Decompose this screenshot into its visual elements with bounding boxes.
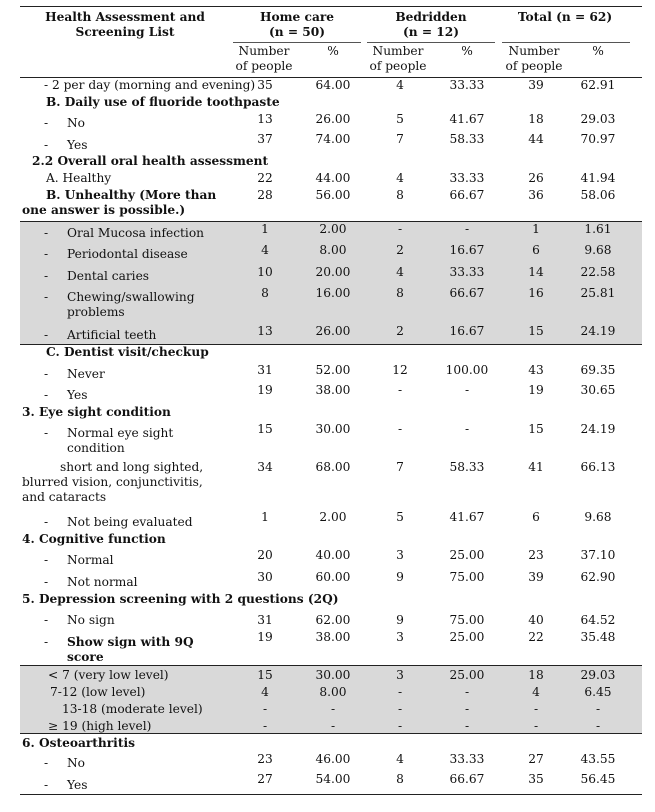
cell-total-pct: 35.48 bbox=[580, 630, 616, 644]
cell-bedridden-pct: 66.67 bbox=[449, 772, 485, 786]
cell-total-pct: 41.94 bbox=[580, 171, 616, 185]
row-label: 5. Depression screening with 2 questions (2Q) bbox=[22, 592, 339, 606]
q9-top-rule bbox=[20, 665, 642, 666]
cell-homecare-count: 15 bbox=[257, 668, 273, 682]
cell-total-count: 43 bbox=[528, 363, 544, 377]
cell-total-count: 26 bbox=[528, 171, 544, 185]
row-dash-marker: - bbox=[44, 778, 49, 792]
row-dash-marker: - bbox=[44, 138, 49, 152]
cell-bedridden-count: 9 bbox=[396, 613, 404, 627]
cell-homecare-pct: 20.00 bbox=[315, 265, 351, 279]
cell-homecare-pct: 26.00 bbox=[315, 112, 351, 126]
cell-total-pct: - bbox=[595, 702, 601, 716]
sub-bedridden-pct: % bbox=[461, 44, 473, 58]
row-label: Not being evaluated bbox=[67, 515, 193, 529]
cell-total-pct: 69.35 bbox=[580, 363, 616, 377]
cell-homecare-pct: 62.00 bbox=[315, 613, 351, 627]
cell-homecare-pct: 16.00 bbox=[315, 286, 351, 300]
cell-total-count: 1 bbox=[532, 222, 540, 236]
sub-total-pct: % bbox=[592, 44, 604, 58]
cell-bedridden-pct: 25.00 bbox=[449, 668, 485, 682]
row-label: 13-18 (moderate level) bbox=[62, 702, 203, 716]
row-label: Yes bbox=[67, 388, 88, 402]
cell-homecare-count: 4 bbox=[261, 243, 269, 257]
cell-total-count: 6 bbox=[532, 510, 540, 524]
cell-total-count: 18 bbox=[528, 112, 544, 126]
cell-total-pct: 30.65 bbox=[580, 383, 616, 397]
cell-bedridden-count: 4 bbox=[396, 171, 404, 185]
cell-bedridden-count: 4 bbox=[396, 78, 404, 92]
row-label: Not normal bbox=[67, 575, 138, 589]
row-dash-marker: - bbox=[44, 226, 49, 240]
row-dash-marker: - bbox=[44, 575, 49, 589]
cell-total-pct: 66.13 bbox=[580, 460, 616, 474]
cell-total-pct: 43.55 bbox=[580, 752, 616, 766]
cell-homecare-pct: 2.00 bbox=[319, 510, 347, 524]
cell-bedridden-count: 3 bbox=[396, 548, 404, 562]
cell-total-count: 44 bbox=[528, 132, 544, 146]
cell-total-count: 39 bbox=[528, 78, 544, 92]
sub-bedridden-number: Number of people bbox=[369, 44, 427, 73]
cell-bedridden-pct: 41.67 bbox=[449, 112, 485, 126]
header-item-label: Health Assessment and Screening List bbox=[45, 10, 205, 39]
cell-homecare-count: 13 bbox=[257, 112, 273, 126]
cell-bedridden-pct: 58.33 bbox=[449, 460, 485, 474]
row-dash-marker: - bbox=[44, 515, 49, 529]
cell-total-count: 39 bbox=[528, 570, 544, 584]
group-total-underline bbox=[502, 42, 630, 43]
cell-homecare-pct: 26.00 bbox=[315, 324, 351, 338]
cell-total-count: 40 bbox=[528, 613, 544, 627]
cell-total-count: - bbox=[533, 702, 539, 716]
group-homecare-n: (n = 50) bbox=[268, 25, 326, 39]
cell-total-count: 18 bbox=[528, 668, 544, 682]
row-label: Never bbox=[67, 367, 105, 381]
cell-total-count: 4 bbox=[532, 685, 540, 699]
row-label: 6. Osteoarthritis bbox=[22, 736, 135, 750]
row-label: 4. Cognitive function bbox=[22, 532, 166, 546]
row-label: B. Daily use of fluoride toothpaste bbox=[46, 95, 280, 109]
cell-homecare-pct: 8.00 bbox=[319, 243, 347, 257]
cell-total-pct: 24.19 bbox=[580, 324, 616, 338]
row-label: Artificial teeth bbox=[67, 328, 157, 342]
row-label: ≥ 19 (high level) bbox=[48, 719, 152, 733]
cell-bedridden-pct: - bbox=[464, 422, 470, 436]
cell-homecare-count: 22 bbox=[257, 171, 273, 185]
row-label: 2.2 Overall oral health assessment bbox=[32, 154, 269, 168]
row-label: No bbox=[67, 756, 86, 770]
group-bedridden-n: (n = 12) bbox=[402, 25, 460, 39]
row-label: Yes bbox=[67, 778, 88, 792]
cell-total-count: 6 bbox=[532, 243, 540, 257]
cell-bedridden-count: - bbox=[397, 383, 403, 397]
cell-homecare-pct: 38.00 bbox=[315, 383, 351, 397]
cell-total-pct: 6.45 bbox=[584, 685, 612, 699]
cell-homecare-pct: 64.00 bbox=[315, 78, 351, 92]
row-label: No sign bbox=[67, 613, 115, 627]
cell-bedridden-count: 7 bbox=[396, 132, 404, 146]
cell-bedridden-count: 2 bbox=[396, 324, 404, 338]
cell-total-pct: 24.19 bbox=[580, 422, 616, 436]
cell-bedridden-count: - bbox=[397, 719, 403, 733]
cell-homecare-pct: 44.00 bbox=[315, 171, 351, 185]
row-label: B. Unhealthy (More than one answer is possible.) bbox=[22, 188, 217, 217]
sub-homecare-number: Number of people bbox=[235, 44, 293, 73]
cell-bedridden-count: 5 bbox=[396, 510, 404, 524]
cell-homecare-count: 20 bbox=[257, 548, 273, 562]
cell-bedridden-pct: 25.00 bbox=[449, 548, 485, 562]
row-label: 3. Eye sight condition bbox=[22, 405, 171, 419]
cell-total-pct: 29.03 bbox=[580, 668, 616, 682]
row-label: 7-12 (low level) bbox=[50, 685, 146, 699]
cell-homecare-count: 28 bbox=[257, 188, 273, 202]
cell-homecare-pct: 46.00 bbox=[315, 752, 351, 766]
cell-bedridden-pct: 33.33 bbox=[449, 752, 485, 766]
cell-homecare-count: 4 bbox=[261, 685, 269, 699]
group-bedridden-underline bbox=[367, 42, 495, 43]
cell-bedridden-count: 12 bbox=[392, 363, 408, 377]
row-label: Dental caries bbox=[67, 269, 150, 283]
cell-homecare-pct: 74.00 bbox=[315, 132, 351, 146]
cell-bedridden-count: - bbox=[397, 685, 403, 699]
cell-homecare-count: 1 bbox=[261, 510, 269, 524]
cell-total-count: 19 bbox=[528, 383, 544, 397]
cell-bedridden-count: 3 bbox=[396, 630, 404, 644]
cell-total-count: 35 bbox=[528, 772, 544, 786]
row-label: Periodontal disease bbox=[67, 247, 188, 261]
cell-bedridden-pct: 75.00 bbox=[449, 570, 485, 584]
cell-total-pct: 1.61 bbox=[584, 222, 612, 236]
row-dash-marker: - bbox=[44, 290, 49, 304]
cell-total-count: 36 bbox=[528, 188, 544, 202]
cell-bedridden-count: - bbox=[397, 222, 403, 236]
row-dash-marker: - bbox=[44, 756, 49, 770]
cell-homecare-count: 10 bbox=[257, 265, 273, 279]
cell-homecare-count: 19 bbox=[257, 383, 273, 397]
row-dash-marker: - bbox=[44, 388, 49, 402]
cell-bedridden-pct: 16.67 bbox=[449, 324, 485, 338]
row-dash-marker: - bbox=[44, 247, 49, 261]
cell-total-pct: 64.52 bbox=[580, 613, 616, 627]
top-rule bbox=[20, 6, 642, 7]
cell-total-pct: 62.91 bbox=[580, 78, 616, 92]
cell-total-count: 23 bbox=[528, 548, 544, 562]
cell-homecare-count: 31 bbox=[257, 613, 273, 627]
row-label: Chewing/swallowing problems bbox=[67, 290, 195, 319]
cell-bedridden-pct: 16.67 bbox=[449, 243, 485, 257]
cell-bedridden-count: 9 bbox=[396, 570, 404, 584]
cell-homecare-count: 19 bbox=[257, 630, 273, 644]
row-label: Normal eye sight condition bbox=[67, 426, 174, 455]
row-dash-marker: - bbox=[44, 635, 49, 649]
cell-homecare-pct: - bbox=[330, 719, 336, 733]
cell-bedridden-pct: - bbox=[464, 702, 470, 716]
cell-homecare-count: 31 bbox=[257, 363, 273, 377]
cell-homecare-count: 23 bbox=[257, 752, 273, 766]
cell-homecare-count: 37 bbox=[257, 132, 273, 146]
cell-bedridden-pct: 66.67 bbox=[449, 286, 485, 300]
cell-bedridden-pct: 33.33 bbox=[449, 78, 485, 92]
group-homecare-title: Home care bbox=[259, 10, 335, 24]
cell-total-count: 14 bbox=[528, 265, 544, 279]
cell-total-pct: 9.68 bbox=[584, 243, 612, 257]
cell-bedridden-pct: 75.00 bbox=[449, 613, 485, 627]
cell-homecare-count: 13 bbox=[257, 324, 273, 338]
cell-homecare-pct: 60.00 bbox=[315, 570, 351, 584]
cell-homecare-pct: 2.00 bbox=[319, 222, 347, 236]
cell-total-pct: 9.68 bbox=[584, 510, 612, 524]
cell-bedridden-pct: 33.33 bbox=[449, 171, 485, 185]
row-dash-marker: - bbox=[44, 367, 49, 381]
row-label: Yes bbox=[67, 138, 88, 152]
cell-homecare-count: 15 bbox=[257, 422, 273, 436]
cell-bedridden-count: - bbox=[397, 702, 403, 716]
cell-homecare-pct: 40.00 bbox=[315, 548, 351, 562]
cell-total-pct: - bbox=[595, 719, 601, 733]
row-label: C. Dentist visit/checkup bbox=[46, 345, 209, 359]
row-label: short and long sighted, blurred vision, conjunctivitis, and cataracts bbox=[22, 460, 204, 504]
cell-homecare-pct: 8.00 bbox=[319, 685, 347, 699]
cell-bedridden-count: 8 bbox=[396, 188, 404, 202]
sub-total-number: Number of people bbox=[505, 44, 563, 73]
row-label: Show sign with 9Q score bbox=[67, 635, 194, 664]
cell-bedridden-pct: - bbox=[464, 383, 470, 397]
row-dash-marker: - bbox=[44, 426, 49, 440]
cell-total-count: 15 bbox=[528, 422, 544, 436]
cell-bedridden-pct: 41.67 bbox=[449, 510, 485, 524]
cell-homecare-count: 8 bbox=[261, 286, 269, 300]
cell-bedridden-count: 4 bbox=[396, 265, 404, 279]
cell-bedridden-count: 4 bbox=[396, 752, 404, 766]
cell-total-count: 15 bbox=[528, 324, 544, 338]
row-dash-marker: - bbox=[44, 328, 49, 342]
cell-homecare-count: 1 bbox=[261, 222, 269, 236]
cell-total-count: 22 bbox=[528, 630, 544, 644]
row-dash-marker: - bbox=[44, 553, 49, 567]
cell-total-pct: 37.10 bbox=[580, 548, 616, 562]
row-label: Normal bbox=[67, 553, 114, 567]
row-label: < 7 (very low level) bbox=[48, 668, 169, 682]
cell-bedridden-pct: - bbox=[464, 685, 470, 699]
cell-total-pct: 25.81 bbox=[580, 286, 616, 300]
cell-total-count: 41 bbox=[528, 460, 544, 474]
cell-homecare-count: 30 bbox=[257, 570, 273, 584]
row-label: No bbox=[67, 116, 86, 130]
cell-bedridden-pct: 25.00 bbox=[449, 630, 485, 644]
cell-bedridden-pct: 33.33 bbox=[449, 265, 485, 279]
cell-total-pct: 56.45 bbox=[580, 772, 616, 786]
cell-homecare-pct: - bbox=[330, 702, 336, 716]
cell-bedridden-pct: - bbox=[464, 222, 470, 236]
cell-homecare-pct: 30.00 bbox=[315, 668, 351, 682]
row-label: A. Healthy bbox=[46, 171, 112, 185]
cell-bedridden-pct: 66.67 bbox=[449, 188, 485, 202]
group-total-title: Total (n = 62) bbox=[517, 10, 613, 24]
cell-bedridden-pct: 58.33 bbox=[449, 132, 485, 146]
cell-homecare-pct: 56.00 bbox=[315, 188, 351, 202]
cell-bedridden-pct: - bbox=[464, 719, 470, 733]
row-dash-marker: - bbox=[44, 116, 49, 130]
sub-homecare-pct: % bbox=[327, 44, 339, 58]
group-bedridden-title: Bedridden bbox=[395, 10, 467, 24]
cell-total-count: 27 bbox=[528, 752, 544, 766]
cell-bedridden-count: 3 bbox=[396, 668, 404, 682]
cell-total-pct: 62.90 bbox=[580, 570, 616, 584]
cell-homecare-pct: 30.00 bbox=[315, 422, 351, 436]
cell-total-count: 16 bbox=[528, 286, 544, 300]
cell-total-pct: 22.58 bbox=[580, 265, 616, 279]
bottom-rule bbox=[20, 794, 642, 795]
cell-bedridden-count: 7 bbox=[396, 460, 404, 474]
cell-homecare-pct: 38.00 bbox=[315, 630, 351, 644]
cell-total-pct: 70.97 bbox=[580, 132, 616, 146]
cell-total-pct: 29.03 bbox=[580, 112, 616, 126]
cell-total-count: - bbox=[533, 719, 539, 733]
cell-homecare-pct: 54.00 bbox=[315, 772, 351, 786]
cell-homecare-count: 34 bbox=[257, 460, 273, 474]
cell-homecare-count: 35 bbox=[257, 78, 273, 92]
cell-bedridden-count: 8 bbox=[396, 286, 404, 300]
row-label: Oral Mucosa infection bbox=[67, 226, 205, 240]
cell-bedridden-count: 8 bbox=[396, 772, 404, 786]
cell-bedridden-count: 5 bbox=[396, 112, 404, 126]
row-label: - 2 per day (morning and evening) bbox=[44, 78, 256, 92]
cell-homecare-count: 27 bbox=[257, 772, 273, 786]
group-homecare-underline bbox=[233, 42, 361, 43]
row-dash-marker: - bbox=[44, 613, 49, 627]
cell-homecare-pct: 68.00 bbox=[315, 460, 351, 474]
cell-homecare-count: - bbox=[262, 719, 268, 733]
cell-bedridden-count: - bbox=[397, 422, 403, 436]
cell-homecare-pct: 52.00 bbox=[315, 363, 351, 377]
cell-bedridden-pct: 100.00 bbox=[445, 363, 489, 377]
cell-bedridden-count: 2 bbox=[396, 243, 404, 257]
row-dash-marker: - bbox=[44, 269, 49, 283]
cell-total-pct: 58.06 bbox=[580, 188, 616, 202]
cell-homecare-count: - bbox=[262, 702, 268, 716]
